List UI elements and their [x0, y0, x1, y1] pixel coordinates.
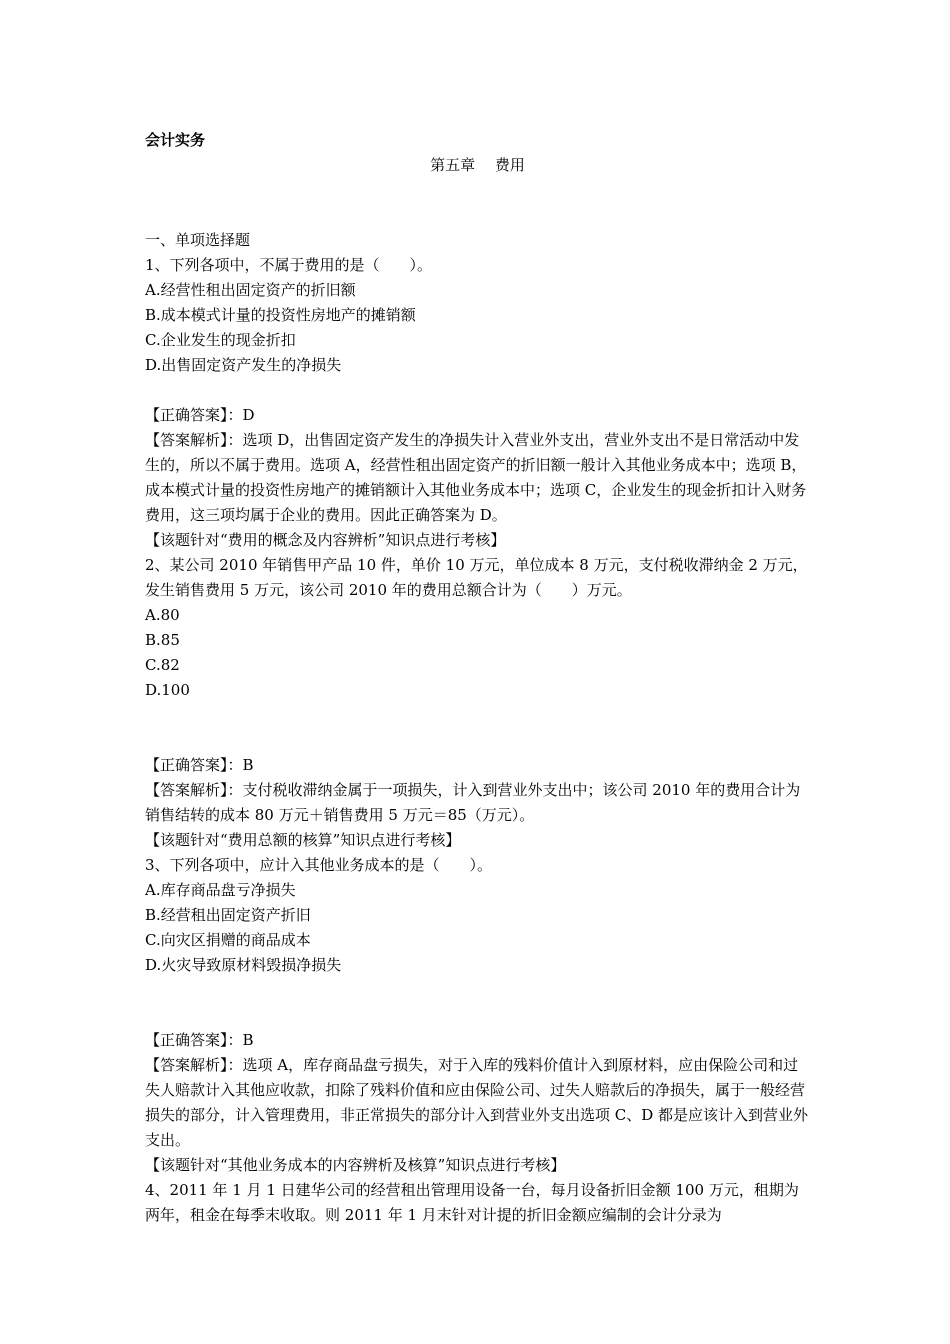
question-2-answer: 【正确答案】：B — [145, 756, 254, 774]
question-3-option-b: B.经营租出固定资产折旧 — [145, 906, 311, 924]
question-1-answer: 【正确答案】：D — [145, 406, 255, 424]
question-2-analysis: 【答案解析】：支付税收滞纳金属于一项损失，计入到营业外支出中；该公司 2010 年的费用合计为销售结转的成本 80 万元＋销售费用 5 万元＝85（万元）。 — [145, 781, 801, 824]
subject-title: 会计实务 — [145, 131, 206, 149]
chapter-title: 第五章 费用 — [430, 156, 525, 174]
question-2-stem: 2、某公司 2010 年销售甲产品 10 件，单价 10 万元，单位成本 8 万元，支付税收滞纳金 2 万元，发生销售费用 5 万元，该公司 2010 年的费用总额合计为（ ）万元。 — [145, 556, 808, 599]
question-1-option-d: D.出售固定资产发生的净损失 — [145, 356, 342, 374]
question-2-option-d: D.100 — [145, 681, 190, 699]
question-3-stem: 3、下列各项中，应计入其他业务成本的是（ ）。 — [145, 856, 493, 874]
question-1-option-b: B.成本模式计量的投资性房地产的摊销额 — [145, 306, 416, 324]
question-3-analysis: 【答案解析】：选项 A，库存商品盘亏损失，对于入库的残料价值计入到原材料，应由保险公司和过失人赔款计入其他应收款，扣除了残料价值和应由保险公司、过失人赔款后的净损失，属于一般经营损失的部分，计入管理费用，非正常损失的部分计入到营业外支出选项 C、D 都是应该计入到营业外支出。 — [145, 1056, 809, 1149]
question-3-option-c: C.向灾区捐赠的商品成本 — [145, 931, 311, 949]
section-title: 一、单项选择题 — [145, 231, 251, 249]
question-2-option-a: A.80 — [145, 606, 180, 624]
question-1-option-c: C.企业发生的现金折扣 — [145, 331, 296, 349]
question-1-stem: 1、下列各项中，不属于费用的是（ ）。 — [145, 256, 433, 274]
question-2-option-b: B.85 — [145, 631, 180, 649]
question-4-stem: 4、2011 年 1 月 1 日建华公司的经营租出管理用设备一台，每月设备折旧金额 100 万元，租期为两年，租金在每季末收取。则 2011 年 1 月末针对计提的折旧金额应编制的会计分录为 — [145, 1181, 799, 1224]
question-2-option-c: C.82 — [145, 656, 180, 674]
question-1-option-a: A.经营性租出固定资产的折旧额 — [145, 281, 356, 299]
question-1-note: 【该题针对“费用的概念及内容辨析”知识点进行考核】 — [145, 531, 506, 549]
question-3-answer: 【正确答案】：B — [145, 1031, 254, 1049]
spacer — [145, 178, 810, 228]
document-page — [145, 122, 810, 1228]
question-3-note: 【该题针对“其他业务成本的内容辨析及核算”知识点进行考核】 — [145, 1156, 566, 1174]
question-2-note: 【该题针对“费用总额的核算”知识点进行考核】 — [145, 831, 461, 849]
spacer — [145, 978, 810, 1028]
question-3-option-a: A.库存商品盘亏净损失 — [145, 881, 296, 899]
spacer — [145, 378, 810, 403]
question-1-analysis: 【答案解析】：选项 D，出售固定资产发生的净损失计入营业外支出，营业外支出不是日常活动中发生的，所以不属于费用。选项 A，经营性租出固定资产的折旧额一般计入其他业务成本中；选项 B，成本模式计量的投资性房地产的摊销额计入其他业务成本中；选项 C，企业发生的现金折扣计入财务费用，这三项均属于企业的费用。因此正确答案为 D。 — [145, 431, 807, 524]
spacer — [145, 703, 810, 753]
question-3-option-d: D.火灾导致原材料毁损净损失 — [145, 956, 342, 974]
